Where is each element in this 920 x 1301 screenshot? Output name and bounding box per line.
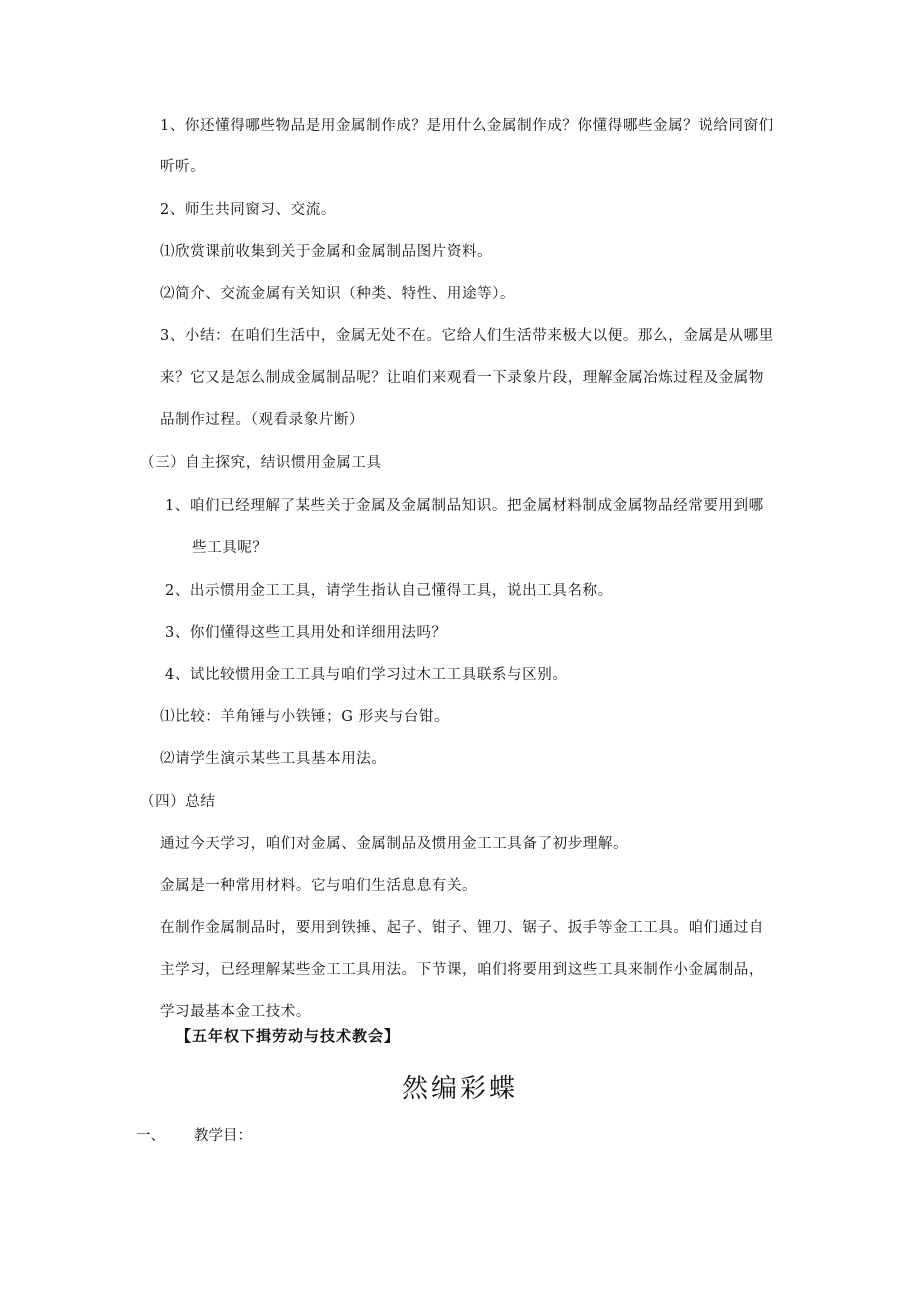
paragraph-line: 品制作过程。（观看录象片断） <box>160 412 365 428</box>
paragraph-line: 3、你们懂得这些工具用处和详细用法吗？ <box>165 625 447 641</box>
paragraph-line: 1、咱们已经理解了某些关于金属及金属制品知识。把金属材料制成金属物品经常要用到哪 <box>165 498 764 514</box>
paragraph-line: 通过今天学习，咱们对金属、金属制品及惯用金工工具备了初步理解。 <box>160 836 629 852</box>
sub-item-line: ⑵请学生演示某些工具基本用法。 <box>160 751 387 767</box>
paragraph-line: 3、小结：在咱们生活中，金属无处不在。它给人们生活带来极大以便。那么，金属是从哪里 <box>160 328 774 344</box>
section-label: 教学目： <box>194 1128 252 1144</box>
section-number: 一、 <box>136 1128 165 1144</box>
paragraph-line: 2、师生共同窗习、交流。 <box>160 202 336 218</box>
paragraph-line: 在制作金属制品时，要用到铁捶、起子、钳子、锂刀、锯子、扳手等金工工具。咱们通过自 <box>160 920 764 936</box>
lesson-title: 然编彩蝶 <box>401 1074 518 1104</box>
paragraph-line: 来？它又是怎么制成金属制品呢？让咱们来观看一下录象片段，理解金属冶炼过程及金属物 <box>160 370 764 386</box>
paragraph-line: 主学习，已经理解某些金工工具用法。下节课，咱们将要用到这些工具来制作小金属制品， <box>160 962 764 978</box>
section-heading: （四）总结 <box>140 794 216 810</box>
sub-item-line: ⑴欣赏课前收集到关于金属和金属制品图片资料。 <box>160 244 493 260</box>
paragraph-line: 1、你还懂得哪些物品是用金属制作成？是用什么金属制作成？你懂得哪些金属？说给同窗们 <box>160 118 774 134</box>
paragraph-line: 学习最基本金工技术。 <box>160 1004 311 1020</box>
paragraph-line: 金属是一种常用材料。它与咱们生活息息有关。 <box>160 878 478 894</box>
paragraph-line: 4、试比较惯用金工工具与咱们学习过木工工具联系与区别。 <box>165 667 568 683</box>
paragraph-line: 2、出示惯用金工工具，请学生指认自己懂得工具，说出工具名称。 <box>165 583 613 599</box>
paragraph-line: 些工具呢？ <box>192 540 268 556</box>
sub-item-line: ⑵简介、交流金属有关知识（种类、特性、用途等）。 <box>160 286 516 302</box>
paragraph-line: 听听。 <box>160 159 206 175</box>
section-heading: （三）自主探究，结识惯用金属工具 <box>140 455 382 471</box>
sub-item-line: ⑴比较：羊角锤与小铁锤；G 形夹与台钳。 <box>160 709 450 725</box>
lesson-header: 【五年权下揖劳动与技术教会】 <box>176 1027 401 1045</box>
